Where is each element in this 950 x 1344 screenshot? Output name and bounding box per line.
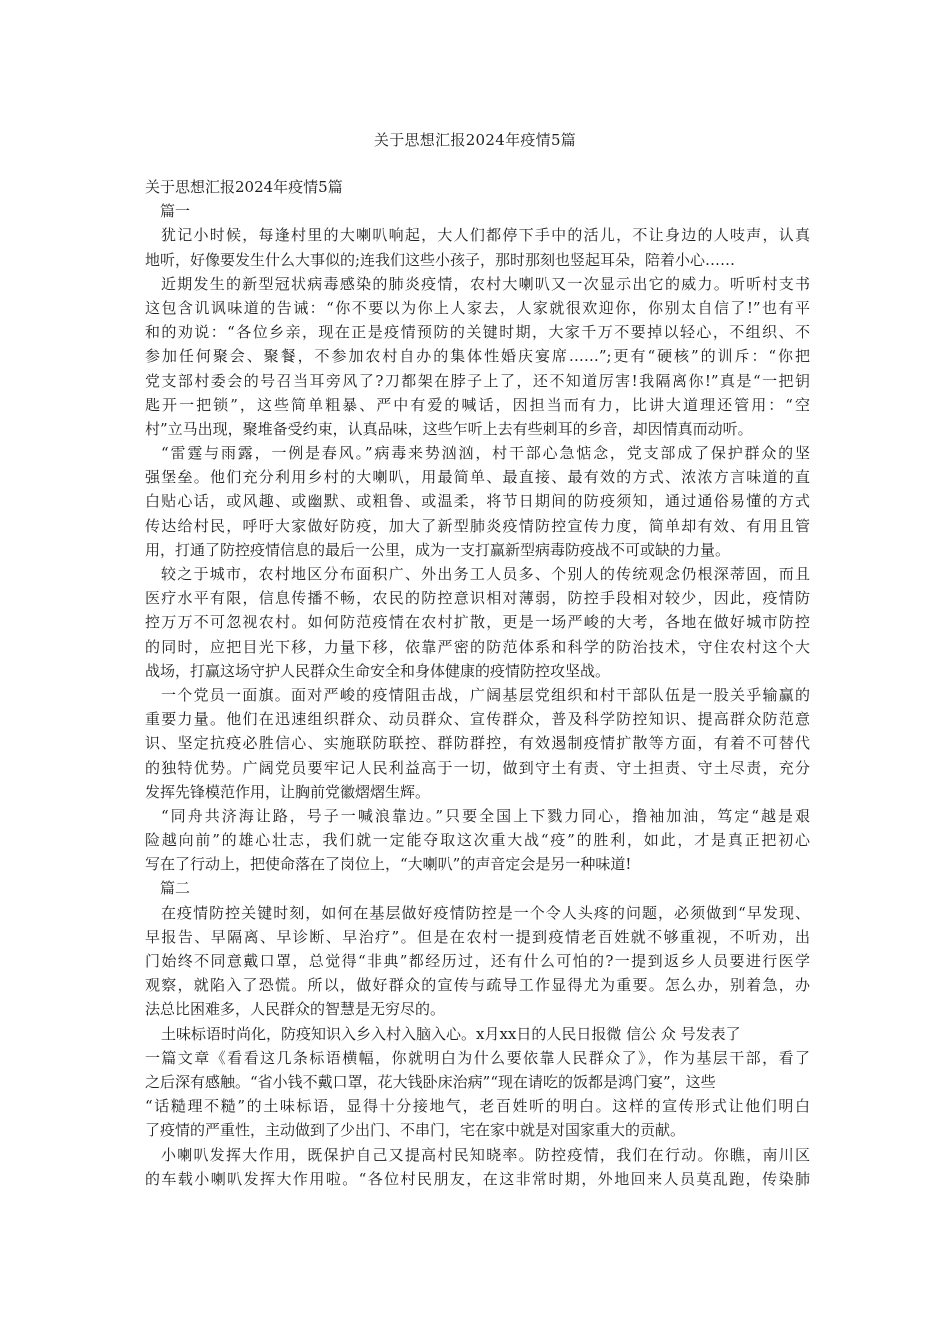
paragraph-line: 发挥先锋模范作用，让胸前党徽熠熠生辉。 [145, 782, 431, 801]
paragraph-line: 识、坚定抗疫必胜信心、实施联防联控、群防群控，有效遏制疫情扩散等方面，有着不可替代 [145, 734, 810, 753]
paragraph-line: 的独特优势。广阔党员要牢记人民利益高于一切，做到守土有责、守土担责、守土尽责，充分 [145, 758, 810, 777]
paragraph-line: 了疫情的严重性，主动做到了少出门、不串门，宅在家中就是对国家重大的贡献。 [145, 1121, 686, 1140]
paragraph-line: 法总比困难多，人民群众的智慧是无穷尽的。 [145, 1000, 446, 1019]
paragraph-line: 早报告、早隔离、早诊断、早治疗”。但是在农村一提到疫情老百姓就不够重视，不听劝，出 [145, 927, 810, 946]
paragraph-line: 重要力量。他们在迅速组织群众、动员群众、宣传群众，普及科学防控知识、提高群众防范意 [145, 710, 810, 729]
paragraph-line: 关于思想汇报2024年疫情5篇 [145, 178, 343, 196]
paragraph-line: 较之于城市，农村地区分布面积广、外出务工人员多、个别人的传统观念仍根深蒂固，而且 [161, 565, 810, 583]
paragraph-line: 一个党员一面旗。面对严峻的疫情阻击战，广阔基层党组织和村干部队伍是一股关乎输赢的 [161, 685, 810, 704]
paragraph-line: 险越向前”的雄心壮志，我们就一定能夺取这次重大战“疫”的胜利，如此，才是真正把初心 [145, 831, 810, 850]
paragraph-line: 参加任何聚会、聚餐，不参加农村自办的集体性婚庆宴席……”;更有“硬核”的训斥：“你把 [145, 347, 810, 366]
paragraph-line: 白贴心话，或风趣、或幽默、或粗鲁、或温柔，将节日期间的防疫须知，通过通俗易懂的方式 [145, 492, 810, 511]
paragraph-line: 门始终不同意戴口罩，总觉得“非典”都经历过，还有什么可怕的?一提到返乡人员要进行医学 [145, 952, 810, 970]
paragraph-line: “话糙理不糙”的土味标语，显得十分接地气，老百姓听的明白。这样的宣传形式让他们明白 [145, 1097, 810, 1116]
document-body [145, 175, 810, 1191]
paragraph-line: 村”立马出现，聚堆备受约束，认真品味，这些乍听上去有些刺耳的乡音，却因情真而动听。 [145, 419, 753, 438]
paragraph-line: 控万万不可忽视农村。如何防范疫情在农村扩散，更是一场严峻的大考，各地在做好城市防控 [145, 613, 810, 632]
paragraph-line: 犹记小时候，每逢村里的大喇叭响起，大人们都停下手中的活儿，不让身边的人吱声，认真 [161, 226, 810, 245]
paragraph-line: 在疫情防控关键时刻，如何在基层做好疫情防控是一个令人头疼的问题，必须做到“早发现、 [161, 903, 810, 922]
paragraph-line: 小喇叭发挥大作用，既保护自己又提高村民知晓率。防控疫情，我们在行动。你瞧，南川区 [161, 1145, 810, 1164]
paragraph-line: 和的劝说：“各位乡亲，现在正是疫情预防的关键时期，大家千万不要掉以轻心，不组织、不 [145, 323, 810, 342]
paragraph-line: 匙开一把锁”，这些简单粗暴、严中有爱的喊话，因担当而有力，比讲大道理还管用：“空 [145, 395, 810, 414]
document-title: 关于思想汇报2024年疫情5篇 [373, 131, 577, 149]
paragraph-line: 传达给村民，呼吁大家做好防疫，加大了新型肺炎疫情防控宣传力度，简单却有效、有用且管 [145, 516, 810, 535]
paragraph-line: 的同时，应把目光下移，力量下移，依靠严密的防范体系和科学的防治技术，守住农村这个大 [145, 637, 810, 656]
paragraph-line: “同舟共济海让路，号子一喊浪靠边。”只要全国上下戮力同心，撸袖加油，笃定“越是艰 [161, 806, 810, 825]
paragraph-line: 强堡垒。他们充分利用乡村的大喇叭，用最简单、最直接、最有效的方式、浓浓方言味道的直 [145, 468, 810, 487]
paragraph-line: 之后深有感触。“省小钱不戴口罩，花大钱卧床治病”“现在请吃的饭都是鸿门宴”，这些 [145, 1072, 716, 1091]
paragraph-line: 土味标语时尚化，防疫知识入乡入村入脑入心。x月xx日的人民日报微 信公 众 号发表了 [161, 1024, 741, 1043]
paragraph-line: 写在了行动上，把使命落在了岗位上，“大喇叭”的声音定会是另一种味道! [145, 855, 632, 874]
paragraph-line: 的车载小喇叭发挥大作用啦。“各位村民朋友，在这非常时期，外地回来人员莫乱跑，传染肺 [145, 1169, 810, 1188]
paragraph-line: 地听，好像要发生什么大事似的;连我们这些小孩子，那时那刻也竖起耳朵，陪着小心…… [145, 250, 736, 269]
paragraph-line: 医疗水平有限，信息传播不畅，农民的防控意识相对薄弱，防控手段相对较少，因此，疫情防 [145, 589, 810, 608]
paragraph-line: 近期发生的新型冠状病毒感染的肺炎疫情，农村大喇叭又一次显示出它的威力。听听村支书 [161, 274, 810, 293]
paragraph-line: “雷霆与雨露，一例是春风。”病毒来势汹汹，村干部心急惦念，党支部成了保护群众的坚 [161, 444, 810, 463]
paragraph-line: 一篇文章《看看这几条标语横幅，你就明白为什么要依靠人民群众了》，作为基层干部，看了 [145, 1048, 810, 1067]
section-heading: 篇一 [160, 202, 191, 221]
paragraph-line: 党支部村委会的号召当耳旁风了?刀都架在脖子上了，还不知道厉害!我隔离你!”真是“一把钥 [145, 371, 810, 390]
paragraph-line: 这包含讥讽味道的告诫：“你不要以为你上人家去，人家就很欢迎你，你别太自信了!”也有平 [145, 298, 810, 317]
paragraph-line: 用，打通了防控疫情信息的最后一公里，成为一支打赢新型病毒防疫战不可或缺的力量。 [145, 540, 731, 559]
paragraph-line: 战场，打赢这场守护人民群众生命安全和身体健康的疫情防控攻坚战。 [145, 661, 611, 680]
section-heading: 篇二 [160, 879, 191, 898]
paragraph-line: 观察，就陷入了恐慌。所以，做好群众的宣传与疏导工作显得尤为重要。怎么办，别着急，办 [145, 976, 810, 995]
